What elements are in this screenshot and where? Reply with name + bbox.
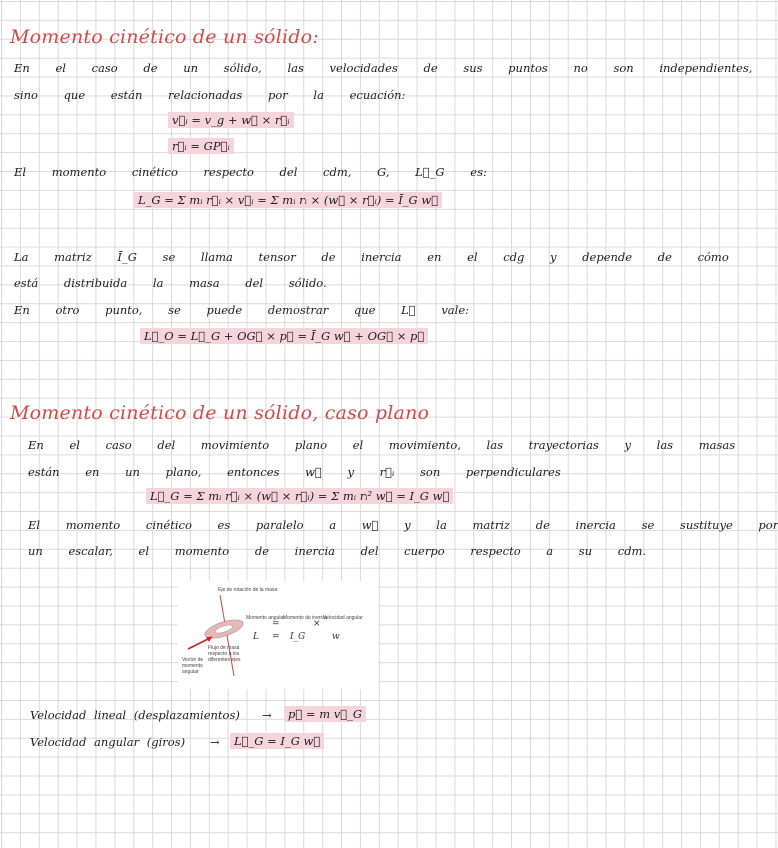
- col3-symbol: w: [332, 632, 340, 642]
- arrow-angular: →: [210, 735, 220, 749]
- col2-top: Momento de inercia: [283, 615, 327, 621]
- linear-momentum-equation: p⃗ = m v⃗_G: [284, 706, 366, 722]
- label-mid-3: diferentes ejes: [208, 657, 241, 663]
- section2-title: Momento cinético de un sólido, caso plano: [10, 402, 430, 424]
- section1-paragraph-line: está distribuida la masa del sólido.: [14, 276, 327, 290]
- planar-momentum-equation: L⃗_G = Σ mᵢ r⃗ᵢ × (w⃗ × r⃗ᵢ) = Σ mᵢ rᵢ² w⃗ = I_G w⃗: [146, 488, 453, 504]
- angular-momentum-equation: L_G = Σ mᵢ r⃗ᵢ × v⃗ᵢ = Σ mᵢ rᵢ × (w⃗ × r⃗ᵢ) = Ī_G w⃗: [134, 192, 442, 208]
- section2-paragraph-line: El momento cinético es paralelo a w⃗ y la matriz de inercia se sustituye por: [28, 518, 778, 532]
- col1-symbol: L: [253, 632, 259, 642]
- diagram-svg: [178, 581, 378, 689]
- section1-paragraph-line: El momento cinético respecto del cdm, G, L⃗_G es:: [14, 165, 487, 179]
- col2-symbol: I_G: [290, 632, 306, 642]
- equals-sign: =: [272, 619, 280, 629]
- times-sign: ×: [313, 619, 321, 629]
- label-mid-2: respecto a los: [208, 651, 240, 657]
- linear-velocity-label: Velocidad lineal (desplazamientos): [30, 708, 240, 722]
- label-top: Eje de rotación de la masa: [218, 587, 278, 593]
- arrow-linear: →: [262, 708, 272, 722]
- section1-paragraph-line: En el caso de un sólido, las velocidades de sus puntos no son independientes,: [14, 61, 753, 75]
- equals-sign-2: =: [272, 632, 280, 642]
- section2-paragraph-line: En el caso del movimiento plano el movimiento, las trayectorias y las masas: [28, 438, 736, 452]
- section2-paragraph-line: están en un plano, entonces w⃗ y r⃗ᵢ son perpendiculares: [28, 465, 561, 479]
- other-point-equation: L⃗_O = L⃗_G + OG⃗ × p⃗ = Ī_G w⃗ + OG⃗ × p⃗: [140, 328, 428, 344]
- section1-paragraph-line: La matriz Ī_G se llama tensor de inercia en el cdg y depende de cómo: [14, 250, 729, 264]
- section1-title: Momento cinético de un sólido:: [10, 26, 319, 48]
- section2-paragraph-line: un escalar, el momento de inercia del cuerpo respecto a su cdm.: [28, 544, 647, 558]
- label-left-2: momento: [182, 663, 203, 669]
- label-left-1: Vector de: [182, 657, 204, 663]
- angular-velocity-label: Velocidad angular (giros): [30, 735, 186, 749]
- section1-paragraph-line: En otro punto, se puede demostrar que L⃗ vale:: [14, 303, 470, 317]
- position-equation: r⃗ᵢ = GP⃗ᵢ: [168, 138, 234, 154]
- col3-top: Velocidad angular: [323, 615, 363, 621]
- angular-momentum-final-equation: L⃗_G = I_G w⃗: [230, 733, 324, 749]
- col1-top: Momento angular: [246, 615, 285, 621]
- section1-paragraph-line: sino que están relacionadas por la ecuación:: [14, 88, 406, 102]
- velocity-equation: v⃗ᵢ = v_g + w⃗ × r⃗ᵢ: [168, 112, 294, 128]
- label-left-3: angular: [182, 669, 199, 675]
- label-mid-1: Flujo de masa: [208, 645, 240, 651]
- angular-momentum-diagram: [178, 581, 378, 689]
